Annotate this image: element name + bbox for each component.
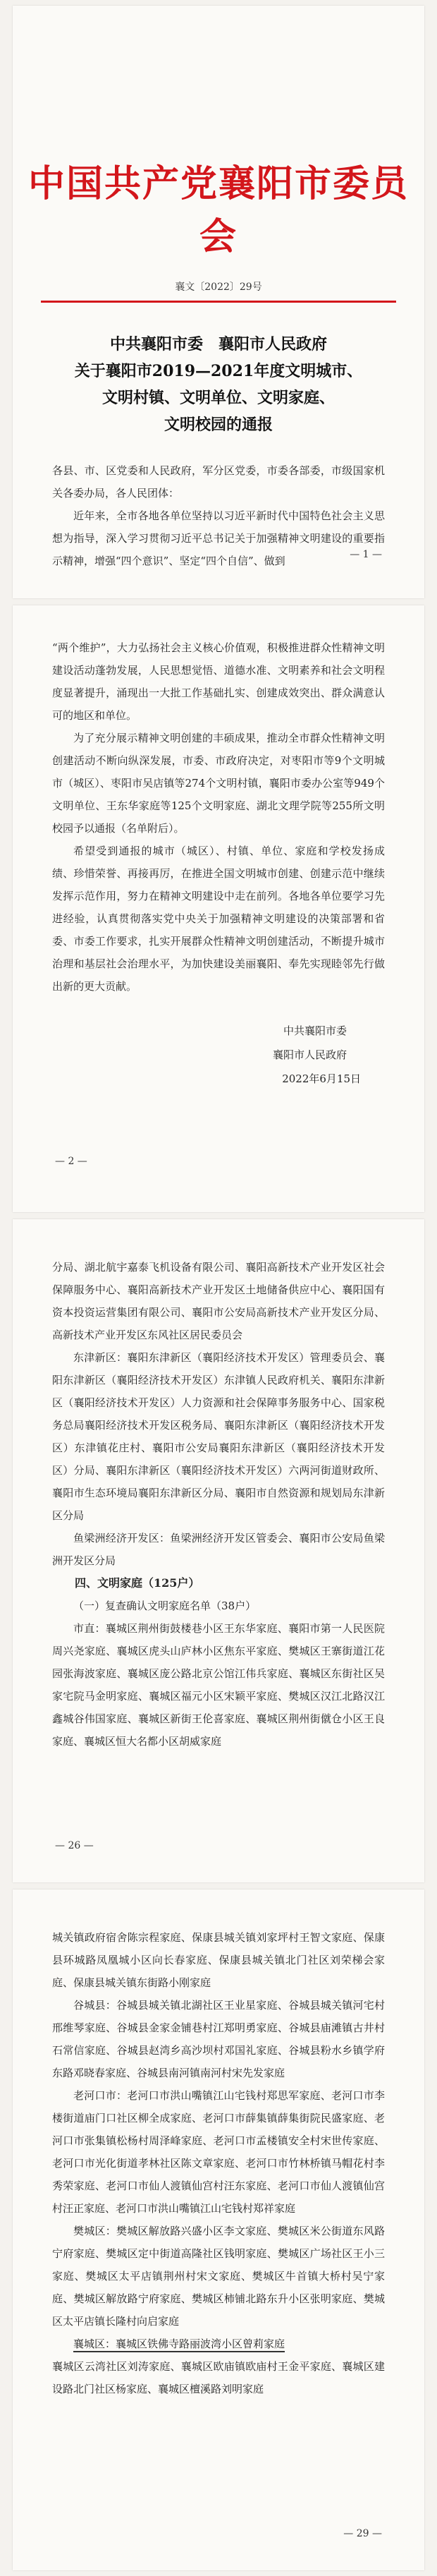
paragraph: 城关镇政府宿舍陈宗程家庭、保康县城关镇刘家坪村王智文家庭、保康县环城路凤凰城小区向长春家庭、保康县城关镇北门社区刘荣梯会家庭、保康县城关镇东街路小刚家庭: [52, 1931, 385, 1989]
document-page-29: [13, 1889, 424, 2570]
document-title: [13, 331, 424, 438]
signature-block: [13, 1019, 361, 1091]
title-line: 文明校园的通报: [164, 416, 273, 434]
paragraph: 分局、湖北航宇嘉泰飞机设备有限公司、襄阳高新技术产业开发区社会保障服务中心、襄阳高新技术产业开发区土地储备供应中心、襄阳国有资本投资运营集团有限公司、襄阳市公安局高新技术产业开发区分局、高新技术产业开发区东风社区居民委员会: [52, 1261, 385, 1341]
title-line: 文明村镇、文明单位、文明家庭、: [101, 389, 335, 407]
document-page-26: [13, 1219, 424, 1882]
page-number: — 2 —: [55, 1156, 87, 1167]
paragraph: 近年来，全市各地各单位坚持以习近平新时代中国特色社会主义思想为指导，深入学习贯彻习近平总书记关于加强精神文明建设的重要指示精神，增强“四个意识”、坚定“四个自信”、做到: [52, 509, 385, 567]
subsection-heading: （一）复查确认文明家庭名单（38户）: [73, 1600, 257, 1612]
paragraph: 为了充分展示精神文明创建的丰硕成果，推动全市群众性精神文明创建活动不断向纵深发展，市委、市政府决定，对枣阳市等9个文明城市（城区）、枣阳市吴店镇等274个文明村镇，襄阳市委办公室等949个文明单位、王东华家庭等125个文明家庭、湖北文理学院等255所文明校园予以通报（名单附后）。: [52, 732, 385, 835]
paragraph: 希望受到通报的城市（城区）、村镇、单位、家庭和学校发扬成绩、珍惜荣誉、再接再厉，在推进全国文明城市创建、创建示范中继续发挥示范作用，努力在精神文明建设中走在前列。各地各单位要学习先进经验，认真贯彻落实党中央关于加强精神文明建设的决策部署和省委、市委工作要求，扎实开展群众性精神文明创建活动，不断提升城市治理和基层社会治理水平，为加快建设美丽襄阳、奉先实现睦邻先行做出新的更大贡献。: [52, 845, 385, 993]
document-page-2: [13, 605, 424, 1212]
paragraph: 襄城区云湾社区刘涛家庭、襄城区欧庙镇欧庙村王金平家庭、襄城区建设路北门社区杨家庭、襄城区檀溪路刘明家庭: [52, 2360, 385, 2395]
section-heading: 四、文明家庭（125户）: [75, 1576, 200, 1590]
page-number: — 26 —: [55, 1840, 94, 1851]
page-29-body: [52, 1926, 385, 2400]
signature-line: 中共襄阳市委: [283, 1024, 347, 1037]
underlined-text: 襄城区：襄城区铁佛寺路丽波湾小区曾莉家庭: [73, 2338, 285, 2352]
paragraph: 谷城县：谷城县城关镇北湖社区王业星家庭、谷城县城关镇河宅村邢维琴家庭、谷城县金家金铺巷村江郑明勇家庭、谷城县庙滩镇古井村石常信家庭、谷城县赵湾乡高沙坝村邓国礼家庭、谷城县粉水乡镇学府东路邓晓春家庭、谷城县南河镇南河村宋先发家庭: [52, 1999, 385, 2079]
red-divider-line: [41, 301, 396, 303]
paragraph: 鱼梁洲经济开发区：鱼梁洲经济开发区管委会、襄阳市公安局鱼梁洲开发区分局: [52, 1532, 385, 1567]
red-header: 中国共产党襄阳市委员会: [27, 162, 409, 258]
paragraph: “两个维护”，大力弘扬社会主义核心价值观，积极推进群众性精神文明建设活动蓬勃发展，人民思想觉悟、道德水准、文明素养和社会文明程度显著提升，涌现出一大批工作基础扎实、创建成效突出、群众满意认可的地区和单位。: [52, 641, 385, 722]
page-number: — 29 —: [343, 2528, 382, 2539]
document-number: 襄文〔2022〕29号: [175, 282, 262, 293]
title-line: 关于襄阳市2019—2021年度文明城市、: [74, 362, 363, 380]
signature-line: 襄阳市人民政府: [272, 1048, 347, 1061]
paragraph: 老河口市：老河口市洪山嘴镇江山宅钱村郑思军家庭、老河口市李楼街道庙门口社区柳全成家庭、老河口市薛集镇薛集街院民盛家庭、老河口市张集镇松杨村周泽峰家庭、老河口市孟楼镇安全村宋世传家庭、老河口市光化街道孝林社区陈文章家庭、老河口市竹林桥镇马帽花村李秀荣家庭、老河口市仙人渡镇仙宫村汪东家庭、老河口市仙人渡镇仙宫村汪正家庭、老河口市洪山嘴镇江山宅钱村郑祥家庭: [52, 2089, 385, 2215]
highlighted-line: [52, 2333, 385, 2355]
page-26-body: [52, 1256, 385, 1753]
paragraph: 樊城区：樊城区解放路兴盛小区李文家庭、樊城区米公街道东风路宁府家庭、樊城区定中街道高隆社区钱明家庭、樊城区广场社区王小三家庭、樊城区太平店镇荆州村宋文家庭、樊城区牛首镇大桥村吴宁家庭、樊城区解放路宁府家庭、樊城区柿铺北路东升小区张明家庭、樊城区太平店镇长隆村向启家庭: [52, 2225, 385, 2328]
page-number: — 1 —: [350, 549, 382, 560]
paragraph: 市直：襄城区荆州街鼓楼巷小区王东华家庭、襄阳市第一人民医院周兴尧家庭、襄城区虎头山庐林小区焦东平家庭、樊城区王寨街道江花园张海波家庭、襄城区庞公路北京公馆江伟兵家庭、襄城区东街社区吴家宅院马金明家庭、襄城区福元小区宋颖平家庭、樊城区汉江北路汉江鑫城谷伟国家庭、襄城区新街王伦喜家庭、襄城区荆州街僦仓小区王良家庭、襄城区恒大名都小区胡威家庭: [52, 1622, 385, 1748]
title-line: 中共襄阳市委 襄阳市人民政府: [109, 335, 327, 353]
document-page-1: [13, 6, 424, 598]
page-1-body: [52, 459, 385, 572]
signature-date: 2022年6月15日: [282, 1072, 361, 1085]
salutation: 各县、市、区党委和人民政府，军分区党委，市委各部委，市级国家机关各委办局，各人民团体：: [52, 464, 385, 500]
page-2-body: [52, 636, 385, 998]
paragraph: 东津新区：襄阳东津新区（襄阳经济技术开发区）管理委员会、襄阳东津新区（襄阳经济技术开发区）东津镇人民政府机关、襄阳东津新区（襄阳经济技术开发区）人力资源和社会保障事务服务中心、国家税务总局襄阳经济技术开发区税务局、襄阳东津新区（襄阳经济技术开发区）东津镇花庄村、襄阳市公安局襄阳东津新区（襄阳经济技术开发区）分局、襄阳东津新区（襄阳经济技术开发区）六两河街道财政所、襄阳市生态环境局襄阳东津新区分局、襄阳市自然资源和规划局东津新区分局: [52, 1351, 385, 1522]
